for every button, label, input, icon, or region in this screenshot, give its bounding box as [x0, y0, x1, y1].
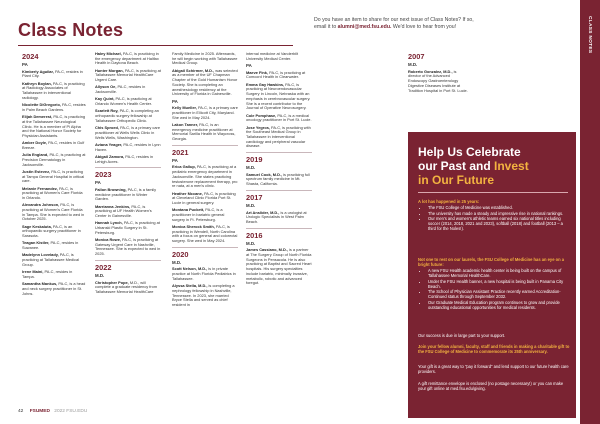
class-note-entry [22, 103, 86, 112]
alumnus-name: Fallon Browning, [95, 186, 127, 192]
degree-heading: PA [22, 62, 28, 67]
headline-line-2 [418, 159, 568, 173]
panel-p2: Join your fellow alumni, faculty, staff and friends in making a charitable gift to the FSU College of Medicine to commemorate its 25th anniversary. [418, 344, 570, 355]
headline-invest: Invest [494, 159, 529, 173]
class-note-entry [95, 85, 161, 94]
panel-future [418, 257, 570, 311]
intro-line: Do you have an item to share for our next issue of Class Notes? If so, email it to [314, 17, 474, 30]
notes-column-4 [246, 52, 312, 289]
footer-issue: 2022 FSU.EDU [54, 409, 88, 414]
alumnus-name: Aviana Yeager, [95, 141, 123, 147]
note-text: PA-C, is practicing at Tampa General Hospital in critical care. [22, 168, 85, 184]
note-text: is director of the Advanced Endoscopy Gastroenterology Digestive Diseases Institute at Tradition Hospital in Port St. Lucie. [408, 68, 468, 93]
class-note-entry [95, 109, 161, 123]
class-note-entry [95, 205, 161, 219]
alumnus-name: Abigail Zamora, [95, 153, 125, 159]
alumnus-name: Emma Gay Hawkins, [246, 81, 285, 87]
class-note-entry [172, 192, 238, 206]
panel-bullet: • A new FSU Health academic health center is being built on the campus of Tallahassee Memorial HealthCare. [428, 268, 570, 278]
side-tab [580, 0, 600, 424]
alumnus-name: Nicolette DiGregorio, [22, 102, 61, 108]
panel-divider [418, 192, 568, 193]
alumnus-name: James Cassiano, M.D., [246, 247, 288, 253]
panel-bullet: • Our men's and women's athletic teams earned six national titles including soccer (2014, 2018, 2021 and 2023), softball (2018) and football (2013 – a third for the Noles!). [428, 216, 570, 231]
note-text: PA-C, is practicing at Radiology Associates of Tallahassee in interventional radiology. [22, 80, 85, 100]
panel-bullet: • Under the FSU Health banner, a new hospital is being built in Panama City Beach. [428, 279, 570, 289]
class-year-heading: 2019 [246, 152, 312, 164]
degree-heading: M.D. [246, 165, 256, 171]
note-text: PA-C, is practicing in Wendell, North Carolina with a focus on general and colorectal surgery. She wed in May 2024. [172, 223, 238, 244]
note-text: PA-C, is practicing with the Southeast Medical Group in Tallahassee in interventional cardiology and peripheral vascular disease. [246, 124, 311, 149]
class-note-entry [22, 282, 86, 296]
side-tab-label: CLASS NOTES [587, 16, 592, 54]
note-text: PA-C, resides in Palm Beach Gardens. [22, 102, 86, 112]
class-note-entry [95, 52, 161, 66]
class-note-entry [22, 187, 86, 201]
class-note-entry [95, 69, 161, 83]
class-note-entry [22, 270, 86, 279]
class-note-entry [22, 153, 86, 167]
note-text: PA-C, is a medical oncology practitioner in Port St. Lucie. [246, 112, 312, 123]
notes-column-1 [22, 52, 86, 299]
class-note-entry [22, 70, 86, 79]
alumnus-name: Montana Puckett, [172, 207, 205, 213]
degree-heading: PA [246, 63, 252, 68]
panel-bullet: • The university has made a steady and impressive rise in national rankings. [428, 211, 570, 216]
alumnus-name: Irene Maini, [22, 269, 44, 275]
alumnus-name: Samantha Mankus, [22, 281, 58, 287]
class-note-entry [246, 52, 312, 61]
class-year-heading: 2016 [246, 228, 312, 240]
class-note-entry [172, 123, 238, 142]
class-note-entry [95, 143, 161, 152]
alumnus-name: Scott Nelson, M.D., [172, 266, 208, 272]
note-text: PA-C, is practicing at a pediatric emergency department in Jacksonville. She states practicing testosterone replacement therapy, pro re nata, at a men's clinic. [172, 164, 238, 189]
panel-lead-2: Not one to rest on our laurels, the FSU College of Medicine has an eye on a bright future: [418, 257, 565, 268]
class-note-entry [246, 248, 312, 286]
class-note-entry [22, 115, 86, 139]
panel-lead: A lot has happened in 25 years: [418, 199, 480, 204]
class-note-entry [95, 188, 161, 202]
class-note-entry [22, 241, 86, 250]
note-text: internal medicine at Vanderbilt University Medical Center. [246, 51, 299, 61]
alumnus-name: Justin Estevez, [22, 168, 51, 174]
alumnus-name: Kay Quint, [95, 96, 115, 102]
class-note-entry [172, 106, 238, 120]
alumnus-name: Melanie Fernandez, [22, 185, 58, 191]
class-year-heading: 2007 [408, 52, 425, 61]
panel-bullets [418, 205, 570, 231]
class-note-entry [22, 170, 86, 184]
page-number: 42 [18, 409, 24, 414]
class-year-heading: 2024 [22, 52, 39, 61]
note-text: Family Medicine in 2025. Afterwards, he will begin working with Tallahassee Medical Group. [172, 51, 238, 66]
note-text: PA-C, resides in Gulf Breeze. [22, 140, 85, 150]
note-text: PA-C, is a primary care practitioner in Ellicott City, Maryland. She wed in May 2024. [172, 105, 238, 120]
alumnus-name: Julia England, [22, 152, 49, 158]
class-note-entry [246, 114, 312, 123]
degree-heading: PA [172, 157, 178, 163]
class-year-heading: 2023 [95, 167, 161, 179]
alumni-email-link[interactable]: alumni@med.fsu.edu. [337, 24, 392, 30]
note-text: PA-C, is practicing at Orlando Women's Health Center. [95, 96, 152, 107]
alumnus-name: Alexandra Johnson, [22, 202, 60, 208]
note-text: PA-C, is practicing at Tallahassee Memorial HealthCare Urgent Care. [95, 67, 161, 83]
note-text: PA-C, is practicing at UF Health Women's Center in Gainesville. [95, 203, 152, 219]
panel-bullet: • The FSU College of Medicine was established. [428, 205, 570, 210]
panel-p4: A gift remittance envelope is enclosed (no postage necessary!) or you can make your gift online at med.fsu.edu/giving. [418, 381, 564, 392]
headline-line-3: in Our Future [418, 173, 494, 187]
class-note-entry [172, 165, 238, 189]
class-note-entry [246, 211, 312, 225]
alumnus-name: Cole Pomphase, [246, 112, 277, 118]
class-year-heading: 2020 [172, 247, 238, 259]
title-divider [18, 45, 293, 46]
alumnus-name: Alyssa Stella, M.D., [172, 283, 208, 289]
alumnus-name: Scarlett Roy, [95, 108, 119, 114]
note-text: PA-C, is practicing at Urbanski Plastic Surgery in St. Petersburg. [95, 220, 160, 235]
note-text: PA-C, is practicing at Women's Care Florida in Tampa. She is expected to wed in October 2025. [22, 202, 85, 222]
note-text: is a urologist at Urologic Specialists in West Palm Beach. [246, 209, 307, 224]
note-text: PA-C, is practicing at Gateway Urgent Care in Nashville, Tennessee. She is expected to wed in 2025. [95, 237, 161, 257]
alumnus-name: Sage Keskaluta, [22, 223, 52, 229]
note-text: is practicing full spectrum family medicine in Mt. Shasta, California. [246, 171, 310, 187]
headline-line-1: Help Us Celebrate [418, 145, 521, 159]
alumnus-name: Art Anslider, M.D., [246, 209, 280, 215]
note-text: PA-C, is a practitioner in bariatric general surgery in Ft. Petersburg. [172, 207, 225, 222]
degree-heading: M.D. [95, 272, 105, 278]
alumnus-name: Haley Michael, [95, 51, 122, 56]
note-text: PA-C, is practicing at the Tallahassee Neurological Clinic. He is a member of Pi Alpha and the National Honor Society for Physician Assistants. [22, 114, 86, 138]
note-text: PA-C, is an orthopaedic surgery practitioner in Sarasota. [22, 223, 81, 239]
note-text: PA-C, resides in Lynn Haven. [95, 141, 161, 152]
class-note-entry [95, 97, 161, 106]
alumnus-name: Lakon Tanner, [172, 121, 199, 127]
degree-heading: PA [95, 180, 101, 186]
class-note-entry [172, 225, 238, 244]
headline-part: our Past and [418, 159, 495, 173]
class-note-entry [95, 281, 161, 295]
degree-heading: M.D. [172, 259, 182, 265]
panel-bullet: • Our Graduate Medical Education program continues to grow and provide outstanding educational opportunities for medical residents. [428, 300, 570, 310]
page-title: Class Notes [18, 20, 124, 40]
intro-thanks: We'd love to hear from you! [392, 24, 457, 30]
page-footer [18, 409, 87, 414]
note-text: PA-C, is an emergency medicine practitioner at Memorial Sarilla Health in Waycross, Georgia. [172, 121, 236, 142]
panel-p1: Our success is due in large part to your support. [418, 333, 506, 338]
alumnus-name: Erica Gallup, [172, 164, 196, 170]
note-text: is a partner at The Surgery Group of North Florida Surgeons in Pensacola. He is also practicing at Baptist and Sacred Heart hospitals. His surgery specialties include bariatric, minimally invasive, metabolic, robotic and advanced foregut. [246, 247, 312, 286]
notes-column-6 [408, 52, 470, 96]
note-text: PA-C, is a primary care practitioner at Wells Wells Clinic in Wells Wells, Washington. [95, 125, 161, 140]
note-text: PA-C, is practicing at Comcord Health in Clearwater. [246, 69, 306, 80]
alumnus-name: Amber Doyle, [22, 140, 48, 146]
alumnus-name: Hunter Morgan, [95, 67, 124, 73]
panel-bullets-2 [418, 268, 570, 310]
alumnus-name: Marrianna Jenkins, [95, 203, 131, 209]
panel-p3: Your gift is a great way to "pay it forward" and lend support to our future health care providers. [418, 364, 569, 375]
alumnus-name: Christopher Pope, [95, 279, 129, 285]
panel-bullet: • The School of Physician Assistant Practice recently earned Accreditation-Continued status through September 2032. [428, 289, 570, 299]
note-text: PA-C, is practicing at Women's Care Florida in Orlando. [22, 185, 83, 201]
class-note-entry [22, 203, 86, 222]
note-text: PA-C, is practicing at Neuroendovascular Surgery in Lincoln, Nebraska with an emphasis in cerebrovascular surgery. She is a recent contributor to the Journal of Operative Neurosurgery. [246, 81, 311, 111]
alumnus-name: Kathryn Boylan, [22, 80, 52, 86]
panel-history [418, 199, 570, 232]
giving-headline [418, 145, 568, 187]
alumnus-name: Chis Sproed, [95, 125, 119, 131]
class-year-heading: 2017 [246, 190, 312, 202]
note-text: PA-C, is a head and neck surgery practitioner in St. Johns. [22, 281, 86, 296]
alumnus-name: Elijah Demerest, [22, 114, 53, 120]
class-note-entry [95, 155, 161, 164]
class-note-entry [22, 253, 86, 267]
class-note-entry [246, 83, 312, 111]
note-text: PA-C, is a family medicine practitioner in Winter Garden. [95, 186, 157, 202]
note-text: PA-C, resides in Plant City. [22, 68, 83, 79]
note-text: PA-C, is practicing at Precision Dermatology in Jacksonville. [22, 152, 86, 167]
class-note-entry [22, 141, 86, 150]
note-text: PA-C, is practicing at Cleveland Clinic Florida Port St. Lucie in general surgery. [172, 190, 236, 205]
note-text: PA-C, resides in Jacksonville. [95, 84, 146, 95]
class-note-entry [95, 126, 161, 140]
note-text: was selected as a member of the UF Chapman Chapter of the Gold Humanism Honor Society. She is completing an anesthesiology residency at the University of Florida in Gainesville. [172, 67, 238, 97]
notes-column-2 [95, 52, 161, 297]
class-year-heading: 2022 [95, 260, 161, 272]
alumnus-name: Madelynn Lovelady, [22, 252, 59, 258]
alumnus-name: Monica Rowe, [95, 237, 121, 243]
alumnus-name: Hannah Lynch, [95, 220, 123, 226]
class-note-entry [172, 69, 238, 97]
class-note-entry [95, 221, 161, 235]
class-note-entry [22, 225, 86, 239]
alumnus-name: Samuel Cook, M.D., [246, 171, 283, 177]
alumnus-name: Kelly Mueller, [172, 105, 197, 111]
class-note-entry [408, 70, 470, 94]
note-text: is in private practice at North Florida Pediatrics in Tallahassee. [172, 266, 236, 281]
note-text: PA-C, resides in Lehigh Acres. [95, 153, 154, 164]
note-text: PA-C, is practicing in the emergency department at Halifax Health in Daytona Beach. [95, 51, 159, 66]
note-text: PA-C, is practicing at Tallahassee Medical Group. [22, 252, 80, 267]
class-note-entry [172, 208, 238, 222]
class-note-entry [246, 71, 312, 80]
alumnus-name: Jose Yegros, [246, 124, 270, 130]
alumnus-name: Kimberly Aguilar, [22, 68, 54, 74]
degree-heading: PA [172, 98, 178, 104]
note-text: PA-C, resides in Suwanee. [22, 240, 79, 251]
intro-text [314, 17, 474, 31]
alumnus-name: Teagan Kistler, [22, 240, 50, 246]
alumnus-name: Maeve Fink, [246, 69, 269, 75]
class-note-entry [22, 82, 86, 101]
alumnus-name: Roberto Gonzalez, M.D., [408, 68, 453, 74]
class-note-entry [172, 284, 238, 308]
degree-heading: M.D. [246, 240, 256, 246]
alumnus-name: Monica Sherock Smith, [172, 223, 215, 229]
class-note-entry [95, 238, 161, 257]
class-note-entry [246, 173, 312, 187]
class-note-entry [172, 267, 238, 281]
alumnus-name: Heather Mccane, [172, 190, 203, 196]
note-text: M.D., will complete a graduate residency from Tallahassee Memorial HealthCare [95, 279, 158, 294]
note-text: is completing a nephrology fellowship in Nashville, Tennessee. In 2023, she married Bryce Stella and served as chief resident in [172, 283, 235, 307]
class-year-heading: 2021 [172, 145, 238, 157]
class-note-entry [172, 52, 238, 66]
note-text: PA-C, is completing an orthopaedic surgery fellowship at Tallahassee Orthopedic Clinic. [95, 108, 159, 123]
note-text: PA-C, resides in Tampa. [22, 269, 73, 279]
degree-heading: M.D. [246, 202, 256, 208]
footer-brand: FSUMED [29, 409, 50, 414]
alumnus-name: Allyson Oe, [95, 84, 117, 90]
degree-heading: M.D. [408, 62, 418, 67]
notes-column-3 [172, 52, 238, 310]
alumnus-name: Abigail Schirmer, M.D., [172, 67, 215, 73]
class-note-entry [246, 126, 312, 150]
